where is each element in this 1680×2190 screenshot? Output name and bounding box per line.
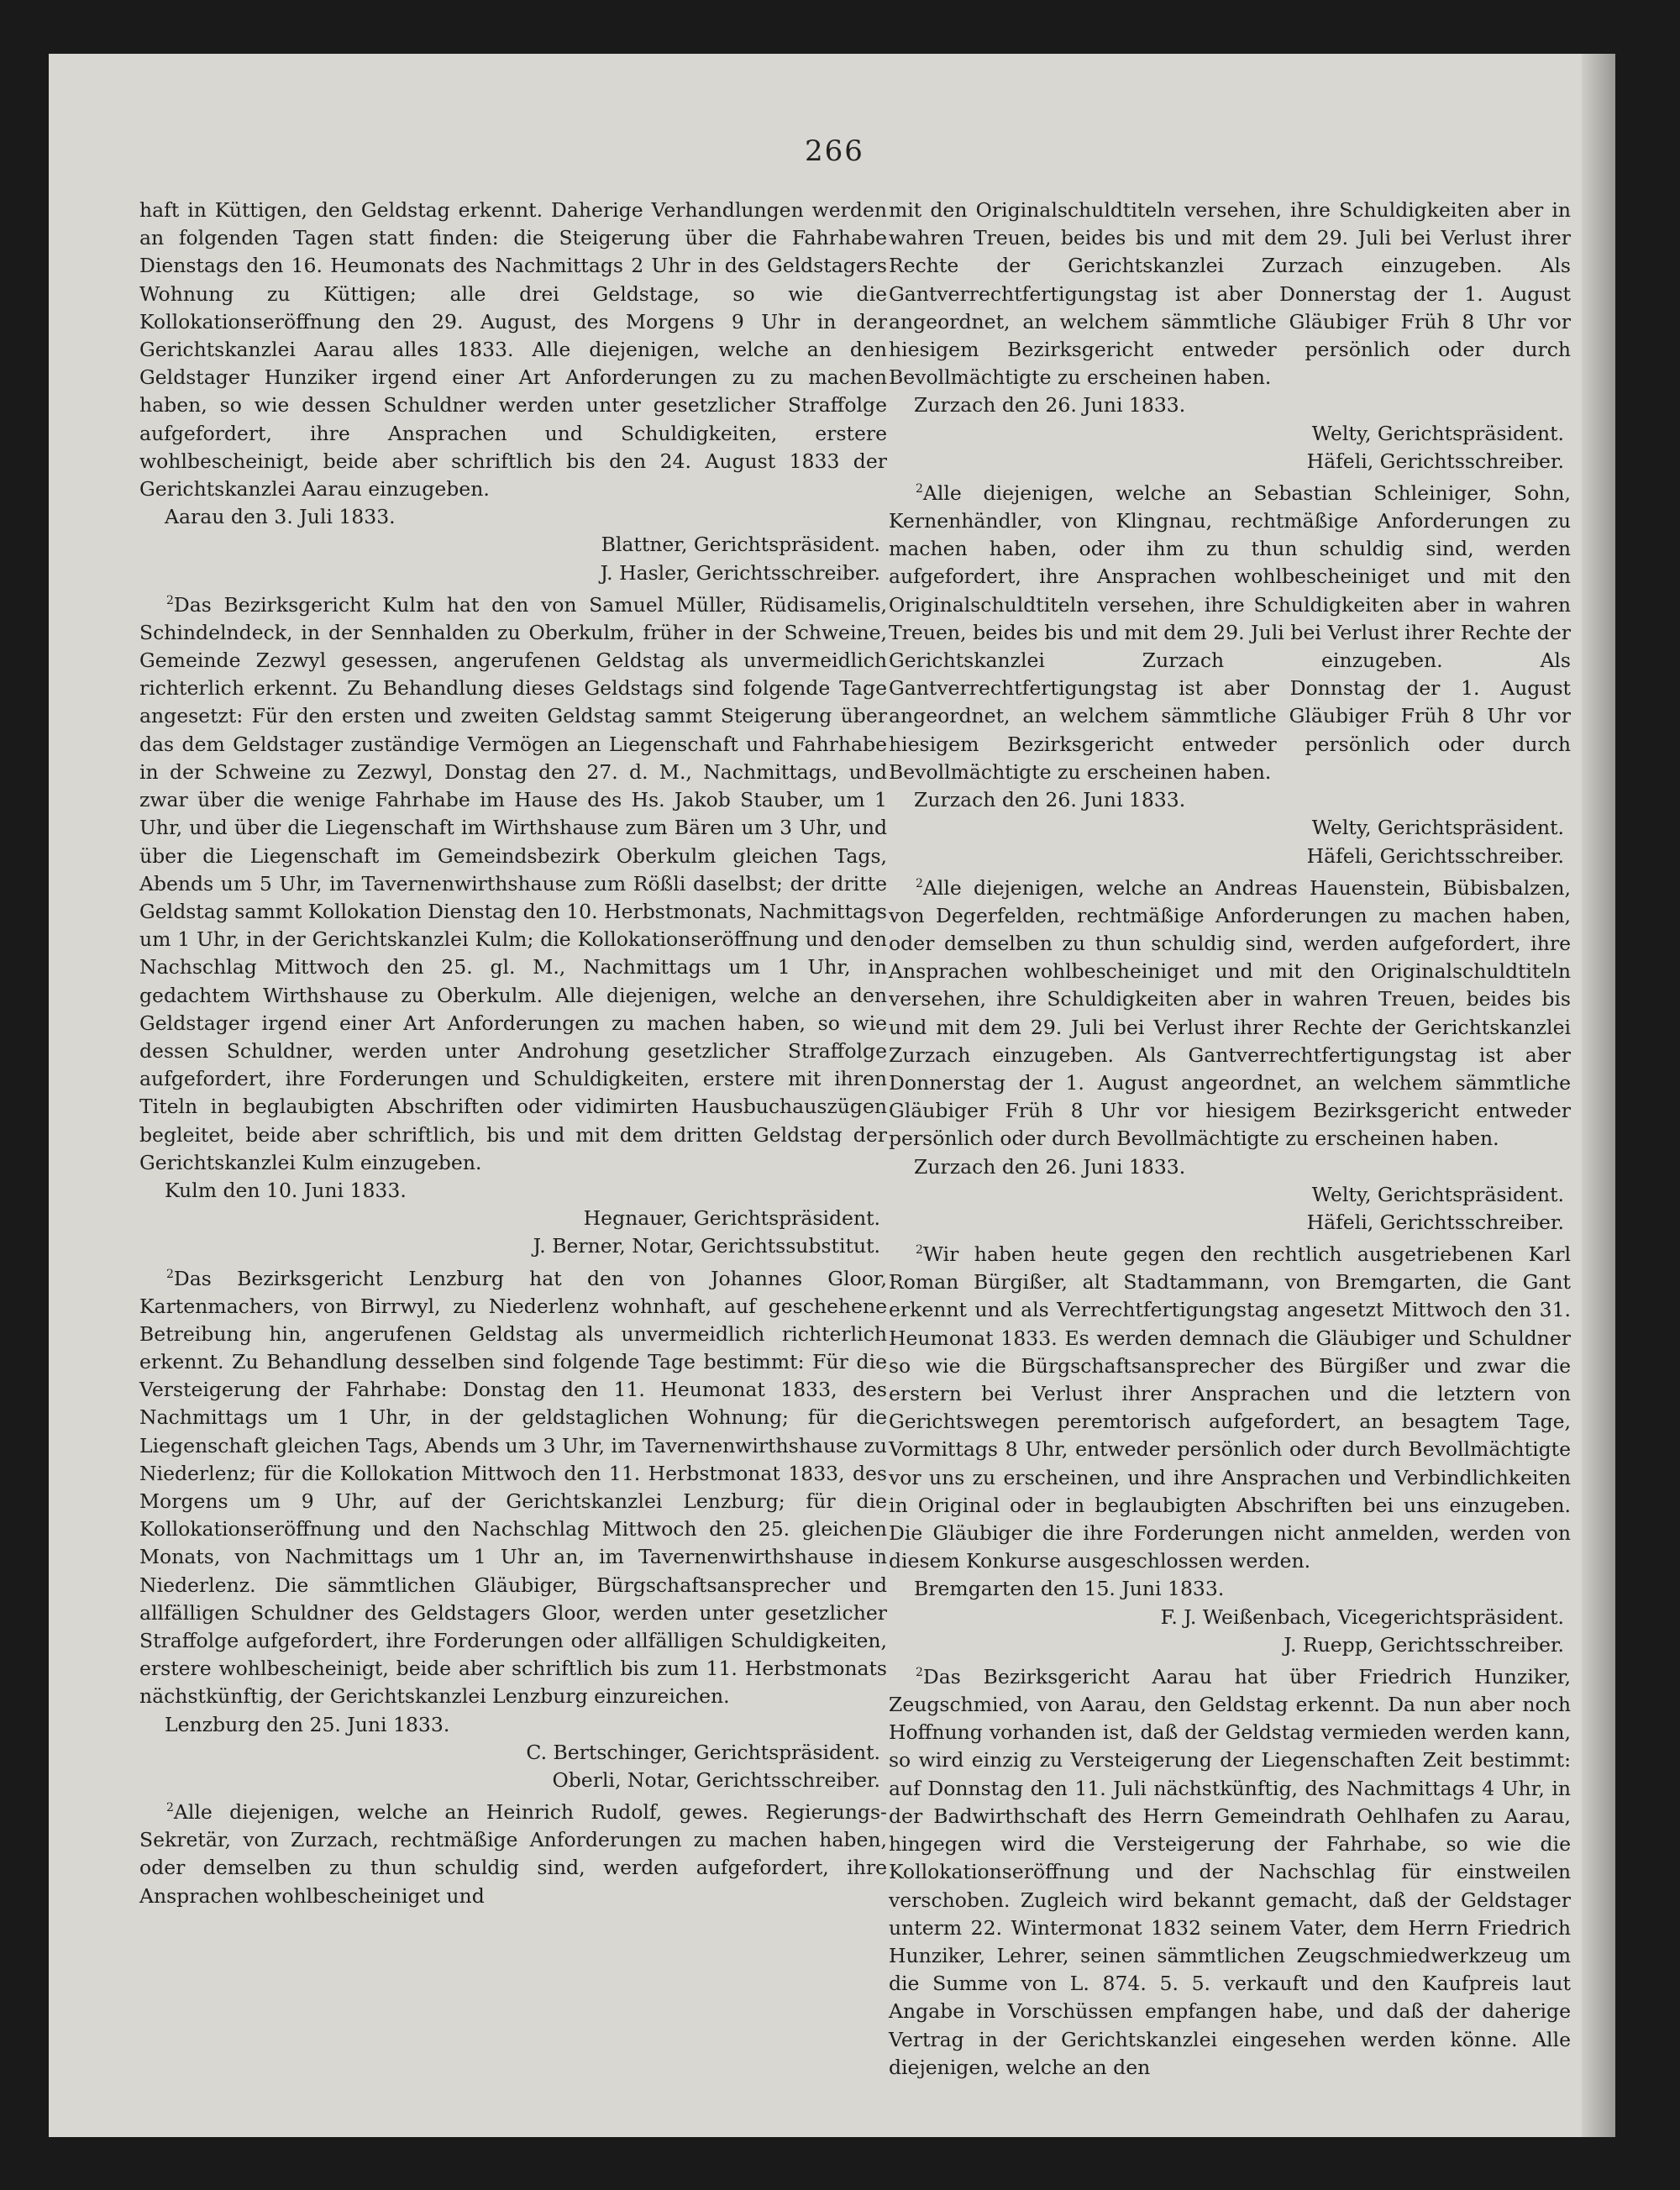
notice-paragraph: mit den Originalschuldtiteln versehen, ihre Schuldigkeiten aber in wahren Treuen, beides bis und mit dem 29. Juli bei Verlust ihrer Rechte der Gerichtskanzlei Zurzach einzugeben. Als Gantverrechtfertigungstag ist aber Donnerstag der 1. August angeordnet, an welchem sämmtliche Gläubiger Früh 8 Uhr vor hiesigem Bezirksgericht entweder persönlich oder durch Bevollmächtigte zu erscheinen haben. — [889, 198, 1571, 390]
notice-date: Lenzburg den 25. Juni 1833. — [165, 1712, 450, 1736]
right-column — [889, 197, 1571, 2082]
notice-paragraph — [889, 1659, 1571, 2082]
notice-date: Aarau den 3. Juli 1833. — [165, 505, 396, 529]
notice-insertion-mark: 2 — [916, 876, 923, 890]
notice-signature: Welty, Gerichtspräsident. — [1311, 421, 1564, 445]
notice-signature: Hegnauer, Gerichtspräsident. — [583, 1206, 880, 1231]
notice-date: Zurzach den 26. Juni 1833. — [914, 1154, 1186, 1179]
notice-text: Das Bezirksgericht Kulm hat den von Samuel Müller, Rüdisamelis, Schindelndeck, in der Sennhalden zu Oberkulm, früher in der Schweine, Gemeinde Zezwyl gesessen, angerufenen Geldstag als unvermeidlich richterlich erkennt. Zu Behandlung dieses Geldstags sind folgende Tage angesetzt: Für den ersten und zweiten Geldstag sammt Steigerung über das dem Geldstager zuständige Vermögen an Liegenschaft und Fahrhabe in der Schweine zu Zezwyl, Donstag den 27. d. M., Nachmittags, und zwar über die wenige Fahrhabe im Hause des Hs. Jakob Stauber, um 1 Uhr, und über die Liegenschaft im Wirthshause zum Bären um 3 Uhr, und über die Liegenschaft im Gemeindsbezirk Oberkulm gleichen Tags, Abends um 5 Uhr, im Tavernenwirthshause zum Rößli daselbst; der dritte Geldstag sammt Kollokation Dienstag den 10. Herbstmonats, Nachmittags um 1 Uhr, in der Gerichtskanzlei Kulm; die Kollokationseröffnung und den Nachschlag Mittwoch den 25. gl. M., Nachmittags um 1 Uhr, in gedachtem Wirthshause zu Oberkulm. Alle diejenigen, welche an den Geldstager irgend einer Art Anforderungen zu machen haben, so wie dessen Schuldner, werden unter Androhung gesetzlicher Straffolge aufgefordert, ihre Forderungen und Schuldigkeiten, erstere mit ihren Titeln in beglaubigten Abschriften oder vidimirten Hausbuchauszügen begleitet, beide aber schriftlich, bis und mit dem dritten Geldstag der Gerichtskanzlei Kulm einzugeben. — [139, 592, 887, 1174]
notice-text: Alle diejenigen, welche an Andreas Hauenstein, Bübisbalzen, von Degerfelden, rechtmäßige Anforderungen zu machen haben, oder demselben zu thun schuldig sind, werden aufgefordert, ihre Ansprachen wohlbescheiniget und mit den Originalschuldtiteln versehen, ihre Schuldigkeiten aber in wahren Treuen, beides bis und mit dem 29. Juli bei Verlust ihrer Rechte der Gerichtskanzlei Zurzach einzugeben. Als Gantverrechtfertigungstag ist aber Donnerstag der 1. August angeordnet, an welchem sämmtliche Gläubiger Früh 8 Uhr vor hiesigem Bezirksgericht entweder persönlich oder durch Bevollmächtigte zu erscheinen haben. — [889, 875, 1571, 1151]
notice-insertion-mark: 2 — [916, 482, 923, 496]
notice-signature: Welty, Gerichtspräsident. — [1311, 816, 1564, 840]
notice-date: Zurzach den 26. Juni 1833. — [914, 788, 1186, 812]
notice-signature: Blattner, Gerichtspräsident. — [601, 533, 880, 557]
notice-paragraph — [889, 870, 1571, 1153]
notice-signature: J. Berner, Notar, Gerichtssubstitut. — [533, 1234, 880, 1258]
left-column — [139, 197, 887, 1910]
notice-paragraph — [889, 1237, 1571, 1575]
notice-paragraph — [139, 1794, 887, 1910]
notice-signature: Häfeli, Gerichtsschreiber. — [1306, 449, 1564, 473]
notice-text: Das Bezirksgericht Lenzburg hat den von Johannes Gloor, Kartenmachers, von Birrwyl, zu Niederlenz wohnhaft, auf geschehene Betreibung hin, angerufenen Geldstag als unvermeidlich richterlich erkennt. Zu Behandlung desselben sind folgende Tage bestimmt: Für die Versteigerung der Fahrhabe: Donstag den 11. Heumonat 1833, des Nachmittags um 1 Uhr, in der geldstaglichen Wohnung; für die Liegenschaft gleichen Tags, Abends um 3 Uhr, im Tavernenwirthshause zu Niederlenz; für die Kollokation Mittwoch den 11. Herbstmonat 1833, des Morgens um 9 Uhr, auf der Gerichtskanzlei Lenzburg; für die Kollokationseröffnung und den Nachschlag Mittwoch den 25. gleichen Monats, von Nachmittags um 1 Uhr an, im Tavernenwirthshause in Niederlenz. Die sämmtlichen Gläubiger, Bürgschaftsansprecher und allfälligen Schuldner des Geldstagers Gloor, werden unter gesetzlicher Straffolge aufgefordert, ihre Forderungen oder allfälligen Schuldigkeiten, erstere wohlbescheinigt, beide aber schriftlich bis zum 11. Herbstmonats nächstkünftig, der Gerichtskanzlei Lenzburg einzureichen. — [139, 1266, 887, 1709]
notice-text: Wir haben heute gegen den rechtlich ausgetriebenen Karl Roman Bürgißer, alt Stadtammann, von Bremgarten, die Gant erkennt und als Verrechtfertigungstag angesetzt Mittwoch den 31. Heumonat 1833. Es werden demnach die Gläubiger und Schuldner so wie die Bürgschaftsansprecher des Bürgißer und zwar die erstern bei Verlust ihrer Ansprachen und die letztern von Gerichtswegen peremtorisch aufgefordert, an besagtem Tage, Vormittags 8 Uhr, entweder persönlich oder durch Bevollmächtigte vor uns zu erscheinen, und ihre Ansprachen und Verbindlichkeiten in Original oder in beglaubigten Abschriften bei uns einzugeben. Die Gläubiger die ihre Forderungen nicht anmelden, werden von diesem Konkurse ausgeschlossen werden. — [889, 1242, 1571, 1573]
notice-paragraph: haft in Küttigen, den Geldstag erkennt. Daherige Verhandlungen werden an folgenden Tagen statt finden: die Steigerung über die Fahrhabe Dienstags den 16. Heumonats des Nachmittags 2 Uhr in des Geldstagers Wohnung zu Küttigen; alle drei Geldstage, so wie die Kollokationseröffnung den 29. August, des Morgens 9 Uhr in der Gerichtskanzlei Aarau alles 1833. Alle diejenigen, welche an den Geldstager Hunziker irgend einer Art Anforderungen zu zu machen haben, so wie dessen Schuldner werden unter gesetzlicher Straffolge aufgefordert, ihre Ansprachen und Schuldigkeiten, erstere wohlbescheinigt, beide aber schriftlich bis den 24. August 1833 der Gerichtskanzlei Aarau einzugeben. — [139, 198, 887, 502]
notice-insertion-mark: 2 — [166, 1267, 174, 1281]
notice-paragraph — [139, 587, 887, 1177]
notice-signature: Häfeli, Gerichtsschreiber. — [1306, 843, 1564, 868]
notice-text: Das Bezirksgericht Aarau hat über Friedrich Hunziker, Zeugschmied, von Aarau, den Geldstag erkennt. Da nun aber noch Hoffnung vorhanden ist, daß der Geldstag vermieden werden kann, so wird einzig zu Versteigerung der Liegenschaften Zeit bestimmt: auf Donnstag den 11. Juli nächstkünftig, des Nachmittags 4 Uhr, in der Badwirthschaft des Herrn Gemeindrath Oehlhafen zu Aarau, hingegen wird die Versteigerung der Fahrhabe, so wie die Kollokationseröffnung und der Nachschlag für einstweilen verschoben. Zugleich wird bekannt gemacht, daß der Geldstager unterm 22. Wintermonat 1832 seinem Vater, dem Herrn Friedrich Hunziker, Lehrer, seinen sämmtlichen Zeugschmiedwerkzeug um die Summe von L. 874. 5. 5. verkauft und den Kaufpreis laut Angabe in Vorschüssen empfangen habe, und daß der daherige Vertrag in der Gerichtskanzlei eingesehen werden könne. Alle diejenigen, welche an den — [889, 1664, 1571, 2079]
notice-signature: C. Bertschinger, Gerichtspräsident. — [526, 1740, 880, 1764]
notice-paragraph — [889, 475, 1571, 786]
notice-signature: Häfeli, Gerichtsschreiber. — [1306, 1210, 1564, 1234]
notice-insertion-mark: 2 — [166, 1801, 174, 1815]
notice-date: Bremgarten den 15. Juni 1833. — [914, 1577, 1225, 1601]
notice-date: Kulm den 10. Juni 1833. — [165, 1178, 407, 1202]
notice-text: Alle diejenigen, welche an Heinrich Rudolf, gewes. Regierungs-Sekretär, von Zurzach, rechtmäßige Anforderungen zu machen haben, oder demselben zu thun schuldig sind, werden aufgefordert, ihre Ansprachen wohlbescheiniget und — [139, 1800, 887, 1908]
notice-signature: Welty, Gerichtspräsident. — [1311, 1182, 1564, 1206]
notice-insertion-mark: 2 — [916, 1666, 923, 1680]
notice-insertion-mark: 2 — [166, 593, 174, 607]
notice-insertion-mark: 2 — [916, 1243, 923, 1258]
notice-signature: J. Hasler, Gerichtsschreiber. — [600, 560, 880, 585]
newspaper-page — [49, 54, 1615, 2137]
notice-signature: Oberli, Notar, Gerichtsschreiber. — [552, 1768, 880, 1793]
page-number: 266 — [805, 134, 864, 168]
notice-date: Zurzach den 26. Juni 1833. — [914, 393, 1186, 418]
notice-signature: F. J. Weißenbach, Vicegerichtspräsident. — [1160, 1604, 1564, 1629]
notice-signature: J. Ruepp, Gerichtsschreiber. — [1284, 1632, 1564, 1657]
notice-text: Alle diejenigen, welche an Sebastian Schleiniger, Sohn, Kernenhändler, von Klingnau, rechtmäßige Anforderungen zu machen haben, oder ihm zu thun schuldig sind, werden aufgefordert, ihre Ansprachen wohlbescheiniget und mit den Originalschuldtiteln versehen, ihre Schuldigkeiten aber in wahren Treuen, beides bis und mit dem 29. Juli bei Verlust ihrer Rechte der Gerichtskanzlei Zurzach einzugeben. Als Gantverrechtfertigungstag ist aber Donnstag der 1. August angeordnet, an welchem sämmtliche Gläubiger Früh 8 Uhr vor hiesigem Bezirksgericht entweder persönlich oder durch Bevollmächtigte zu erscheinen haben. — [889, 481, 1571, 784]
notice-paragraph — [139, 1261, 887, 1711]
page-edge-shadow — [1582, 54, 1615, 2137]
